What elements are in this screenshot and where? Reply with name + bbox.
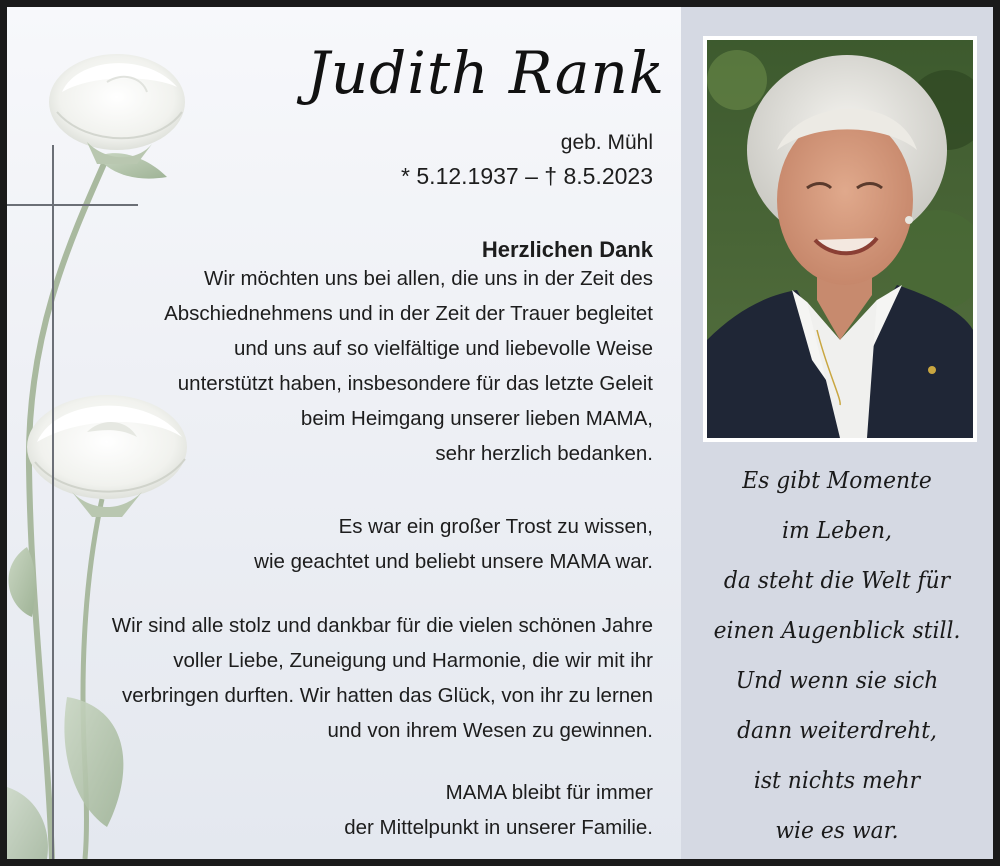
portrait-frame: [703, 36, 977, 442]
poem-line: im Leben,: [782, 518, 892, 544]
comfort-paragraph: [254, 509, 653, 579]
cross-bar: [7, 204, 138, 206]
text-line: der Mittelpunkt in unserer Familie.: [344, 816, 653, 839]
poem-line: ist nichts mehr: [753, 768, 921, 794]
poem-line: Und wenn sie sich: [735, 668, 939, 694]
text-line: Wir sind alle stolz und dankbar für die vielen schönen Jahre: [111, 614, 653, 637]
thanks-paragraph: [164, 261, 653, 471]
poem-line: dann weiterdreht,: [737, 718, 937, 744]
life-dates: * 5.12.1937 – † 8.5.2023: [401, 163, 653, 189]
poem: [681, 456, 993, 856]
text-line: verbringen durften. Wir hatten das Glück, von ihr zu lernen: [122, 684, 653, 707]
text-line: voller Liebe, Zuneigung und Harmonie, die wir mit ihr: [173, 649, 653, 672]
text-line: Es war ein großer Trost zu wissen,: [338, 515, 653, 538]
closing-paragraph: [344, 775, 653, 845]
thanks-heading: Herzlichen Dank: [481, 237, 653, 262]
text-line: wie geachtet und beliebt unsere MAMA war.: [254, 550, 653, 573]
portrait-photo: [707, 40, 973, 438]
gratitude-paragraph: [112, 608, 653, 748]
poem-line: Es gibt Momente: [742, 468, 932, 494]
text-line: MAMA bleibt für immer: [445, 781, 653, 804]
poem-line: einen Augenblick still.: [713, 618, 961, 644]
poem-line: wie es war.: [775, 818, 899, 844]
main-text-panel: [7, 7, 681, 859]
text-line: unterstützt haben, insbesondere für das letzte Geleit: [177, 372, 653, 395]
photo-poem-panel: [681, 7, 993, 859]
text-line: und von ihrem Wesen zu gewinnen.: [327, 719, 653, 742]
cross-icon: [52, 145, 54, 859]
text-line: beim Heimgang unserer lieben MAMA,: [300, 407, 653, 430]
maiden-name: geb. Mühl: [560, 131, 653, 154]
text-line: sehr herzlich bedanken.: [435, 442, 653, 465]
text-line: Wir möchten uns bei allen, die uns in der Zeit des: [204, 267, 653, 290]
poem-line: da steht die Welt für: [723, 568, 951, 594]
deceased-name: Judith Rank: [306, 39, 665, 107]
text-line: und uns auf so vielfältige und liebevolle Weise: [234, 337, 653, 360]
text-line: Abschiednehmens und in der Zeit der Trauer begleitet: [164, 302, 653, 325]
